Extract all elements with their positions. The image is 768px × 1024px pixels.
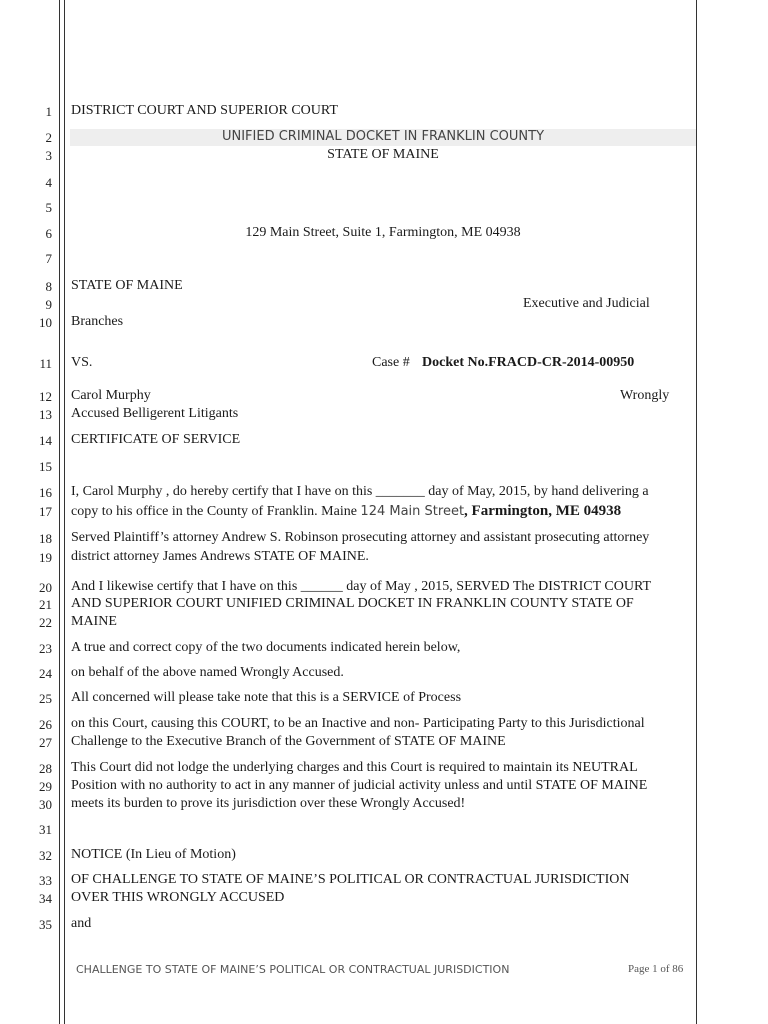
line-number: 7 [45,251,52,266]
line-number: 3 [45,148,52,163]
footer-title: CHALLENGE TO STATE OF MAINE’S POLITICAL OR CONTRACTUAL JURISDICTION [76,963,510,976]
line-number: 26 [39,717,52,732]
line-number: 9 [45,297,52,312]
line-number: 12 [39,389,52,404]
body-line: And I likewise certify that I have on this ______ day of May , 2015, SERVED The DISTRICT COURT [71,579,652,594]
page-number: Page 1 of 86 [628,963,684,975]
plaintiff-role: Executive and Judicial [523,296,650,311]
plaintiff-role-continued: Branches [71,314,124,329]
line-number: 32 [39,848,52,863]
line-number: 8 [45,279,52,294]
court-state-line: STATE OF MAINE [327,147,439,162]
line-number: 18 [39,531,52,546]
line-number: 33 [39,873,52,888]
court-address: 129 Main Street, Suite 1, Farmington, ME 04938 [245,225,521,240]
body-line: Served Plaintiff’s attorney Andrew S. Robinson prosecuting attorney and assistant prosecuting attorney [71,530,650,545]
line-number: 25 [39,691,52,706]
line-number: 17 [39,504,52,519]
body-line: OF CHALLENGE TO STATE OF MAINE’S POLITICAL OR CONTRACTUAL JURISDICTION [71,872,630,887]
body-line-street: 124 Main Street [360,504,465,519]
body-line-city: , Farmington, ME 04938 [464,503,622,519]
line-number: 30 [39,797,52,812]
versus-label: VS. [71,355,93,370]
line-number: 15 [39,459,52,474]
body-line: district attorney James Andrews STATE OF MAINE. [71,549,369,564]
body-line: All concerned will please take note that this is a SERVICE of Process [71,690,462,705]
body-line: MAINE [71,614,117,629]
body-line: and [71,916,92,931]
line-number: 28 [39,761,52,776]
court-docket-line: UNIFIED CRIMINAL DOCKET IN FRANKLIN COUNTY [221,129,545,144]
defendant-role: Wrongly [620,388,670,403]
body-line: meets its burden to prove its jurisdiction over these Wrongly Accused! [71,796,466,811]
body-line: AND SUPERIOR COURT UNIFIED CRIMINAL DOCKET IN FRANKLIN COUNTY STATE OF [71,596,634,611]
line-number: 21 [39,597,52,612]
line-number: 35 [39,917,52,932]
line-number: 5 [45,200,52,215]
body-line-text: copy to his office in the County of Franklin. Maine [71,504,357,519]
line-number: 29 [39,779,52,794]
body-line: This Court did not lodge the underlying charges and this Court is required to maintain its NEUTRAL [71,760,638,775]
body-line: I, Carol Murphy , do hereby certify that I have on this _______ day of May, 2015, by hand delivering a [71,484,649,499]
line-number: 4 [45,175,52,190]
body-line: Position with no authority to act in any manner of judicial activity unless and until STATE OF MAINE [71,778,648,793]
defendant-name: Carol Murphy [71,388,151,403]
line-number: 14 [39,433,52,448]
line-number: 16 [39,485,52,500]
line-number: 23 [39,641,52,656]
body-line: on this Court, causing this COURT, to be an Inactive and non- Participating Party to this Jurisdictional [71,716,645,731]
court-name-line: DISTRICT COURT AND SUPERIOR COURT [71,103,338,118]
line-number: 1 [45,104,52,119]
case-number-label: Case # [372,355,410,370]
line-number: 27 [39,735,52,750]
line-number: 2 [45,130,52,145]
body-line [71,503,621,520]
line-number: 6 [45,226,52,241]
body-line: A true and correct copy of the two documents indicated herein below, [71,640,461,655]
line-number: 22 [39,615,52,630]
body-line: Challenge to the Executive Branch of the Government of STATE OF MAINE [71,734,506,749]
line-number: 20 [39,580,52,595]
plaintiff-name: STATE OF MAINE [71,278,183,293]
defendant-role-continued: Accused Belligerent Litigants [71,406,239,421]
line-number: 10 [39,315,52,330]
line-number: 34 [39,891,52,906]
body-line: OVER THIS WRONGLY ACCUSED [71,890,285,905]
line-number: 31 [39,822,52,837]
line-number: 11 [39,356,52,371]
line-number: 24 [39,666,52,681]
left-margin-rule-outer [59,0,60,1024]
document-title: CERTIFICATE OF SERVICE [71,432,241,447]
notice-heading: NOTICE (In Lieu of Motion) [71,847,236,862]
line-number: 19 [39,550,52,565]
line-number: 13 [39,407,52,422]
left-margin-rule-inner [64,0,65,1024]
right-margin-rule [696,0,697,1024]
case-number: Docket No.FRACD-CR-2014-00950 [422,355,635,370]
body-line: on behalf of the above named Wrongly Accused. [71,665,344,680]
